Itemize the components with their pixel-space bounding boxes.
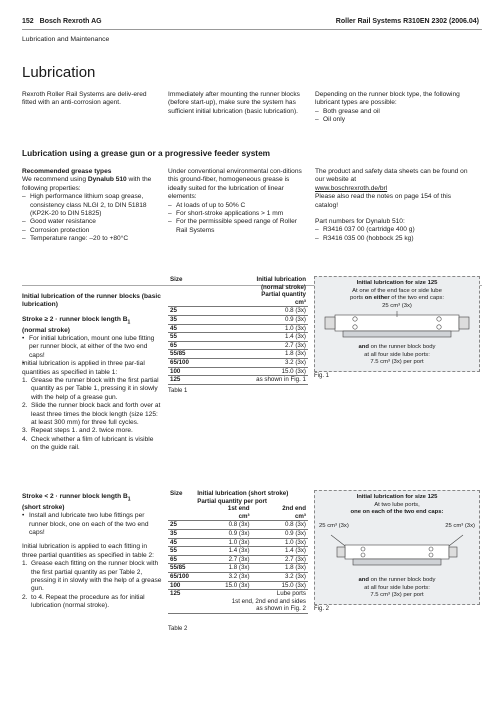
list-item: – At loads of up to 50% C xyxy=(168,202,308,210)
table-header: 1st end xyxy=(227,505,250,513)
intro-col1: Rexroth Roller Rail Systems are deliv-ered fitted with an anti-corrosion agent. xyxy=(22,91,147,107)
table-cell: 55 xyxy=(168,333,210,342)
table2-caption: Table 2 xyxy=(168,625,188,632)
table-cell: 1.0 (3x) xyxy=(252,538,308,547)
table-row xyxy=(168,367,308,376)
table-cell: 125 xyxy=(168,376,210,385)
notes-text: Please also read the notes on page 154 of this catalog! xyxy=(315,193,452,209)
stroke-condition: Stroke ≥ 2 · runner block length B xyxy=(22,315,128,323)
step-text: to 4. Repeat the procedure as for initial lubrication (normal stroke). xyxy=(31,593,145,610)
table-header: cm³ xyxy=(238,512,250,520)
company-name: Bosch Rexroth AG xyxy=(39,18,102,25)
table-cell: 15.0 (3x) xyxy=(252,581,308,590)
grease-intro-b: with the following properties: xyxy=(22,176,152,192)
fig1-line: At one of the end face or side lube xyxy=(352,287,442,294)
fig1-b1b: on the runner block body xyxy=(369,344,436,350)
grease-col2 xyxy=(168,168,308,235)
fig2-qty-left: 25 cm³ (3x) xyxy=(319,523,349,529)
table-cell: 125 xyxy=(168,590,195,598)
fig2-title: Initial lubrication for size 125 xyxy=(356,494,438,500)
table2-wrap xyxy=(168,490,308,632)
datasheet-text: The product and safety data sheets can be found on our website at xyxy=(315,168,468,184)
table-cell: 65 xyxy=(168,341,210,350)
list-item: – Oil only xyxy=(315,116,480,124)
list-item: – High performance lithium soap grease, consistency class NLGI 2, to DIN 51818 (KP2K-20 to DIN 51825) xyxy=(22,193,162,218)
table-cell: 1st end, 2nd end and sides xyxy=(231,597,306,605)
table-header: Initial lubrication xyxy=(256,276,306,283)
table-row xyxy=(168,358,308,367)
table-header: 2nd end xyxy=(282,505,306,513)
section-label: Lubrication and Maintenance xyxy=(22,36,110,43)
normal-stroke-para: Initial lubrication is applied in three par-tial quantities as specified in table 1: xyxy=(22,360,145,376)
table-cell: 55/85 xyxy=(168,350,210,359)
grease-intro-a: We recommend using xyxy=(22,176,88,184)
table-row xyxy=(168,598,308,606)
list-item: – Good water resistance xyxy=(22,218,162,226)
step-item: 2. Slide the runner block back and forth over at least three times the block length (size 125: at least 300 mm) for three full cycles. xyxy=(22,402,161,426)
section-heading: Lubrication using a grease gun or a progressive feeder system xyxy=(22,148,271,158)
table-row xyxy=(168,555,308,564)
grease-heading: Recommended grease types xyxy=(22,168,112,175)
list-item: – For short-stroke applications > 1 mm xyxy=(168,210,308,218)
table-header: Size xyxy=(170,276,183,283)
page-header xyxy=(22,18,102,25)
table-cell: as shown in Fig. 2 xyxy=(195,605,308,613)
table-cell: 3.2 (3x) xyxy=(210,358,308,367)
fig1-t3c: of the two end caps: xyxy=(389,295,444,302)
table-cell: 2.7 (3x) xyxy=(195,555,251,564)
table-row xyxy=(168,521,308,530)
fig1-t3a: ports xyxy=(350,295,365,302)
normal-stroke-col xyxy=(22,293,162,453)
table-row xyxy=(168,376,308,385)
table-cell: as shown in Fig. 1 xyxy=(210,376,308,385)
table-cell: 0.9 (3x) xyxy=(195,529,251,538)
intro-col3-text: Depending on the runner block type, the following lubricant types are possible: xyxy=(315,91,460,107)
step-item: 3. Repeat steps 1. and 2. twice more. xyxy=(22,427,133,435)
list-item: – For the permissible speed range of Roller Rail Systems xyxy=(168,218,308,235)
table-header: cm³ xyxy=(294,298,306,306)
table-row xyxy=(168,538,308,547)
list-item: – Temperature range: –20 to +80°C xyxy=(22,235,162,243)
table-cell: 25 xyxy=(168,521,195,530)
list-item: – Both grease and oil xyxy=(315,108,480,116)
table-cell: 45 xyxy=(168,538,195,547)
fig1-quantity: 25 cm³ (3x) xyxy=(382,302,412,309)
runner-block-drawing xyxy=(315,531,479,571)
table-row xyxy=(168,529,308,538)
table-cell: 0.9 (3x) xyxy=(252,529,308,538)
fig1-t3b: on either xyxy=(364,295,390,302)
table-cell: 55 xyxy=(168,547,195,556)
grease-col3 xyxy=(315,168,475,243)
table-cell: 100 xyxy=(168,367,210,376)
table-cell: 2.7 (3x) xyxy=(252,555,308,564)
grease-mid-intro: Under conventional environmental con-ditions this ground-fiber, homogeneous grease is ideally suited for the lubrication of linear elements: xyxy=(168,168,302,201)
fig1-line: at all four side lube ports: xyxy=(364,351,430,358)
short-stroke-label: (short stroke) xyxy=(22,503,65,511)
table-header: Partial quantity xyxy=(261,291,306,299)
grease-brand: Dynalub 510 xyxy=(87,176,127,184)
step-text: Grease each fitting on the runner block with the first partial quantity as per Table 2, pressing it in slowly with the help of a grease gun. xyxy=(31,560,162,593)
table-cell: 100 xyxy=(168,581,195,590)
table-cell: 1.4 (3x) xyxy=(252,547,308,556)
table-cell: 1.8 (3x) xyxy=(195,564,251,573)
grease-col1 xyxy=(22,168,162,244)
fig2-line: 7.5 cm³ (3x) per port xyxy=(370,592,424,599)
step-item: 1. Grease each fitting on the runner block with the first partial quantity as per Table 2, pressing it in slowly with the help of a grease gun. xyxy=(22,560,162,593)
subscript: 1 xyxy=(127,496,131,503)
website-link[interactable]: www.boschrexroth.de/brl xyxy=(315,184,388,192)
table-row xyxy=(168,324,308,333)
table-cell: 45 xyxy=(168,324,210,333)
step-item: 4. Check whether a film of lubricant is visible on the guide rail. xyxy=(22,435,154,452)
step-text: Slide the runner block back and forth over at least three times the block length (size 125: at least 300 mm) for three full cycles. xyxy=(31,402,161,426)
grease-intro xyxy=(22,176,162,193)
intro-col2: Immediately after mounting the runner blocks (before start-up), make sure the system has sufficient initial lubrication (basic lubrication). xyxy=(168,91,300,115)
table-header: cm³ xyxy=(294,512,306,520)
table-cell: 0.8 (3x) xyxy=(252,521,308,530)
table-cell: 1.8 (3x) xyxy=(210,350,308,359)
table-cell: 1.4 (3x) xyxy=(210,333,308,342)
table-cell: 15.0 (3x) xyxy=(195,581,251,590)
table-row xyxy=(168,605,308,613)
table-cell: 2.7 (3x) xyxy=(210,341,308,350)
table-cell: 65/100 xyxy=(168,358,210,367)
fig2-and: and xyxy=(358,577,369,583)
page-number: 152 xyxy=(22,18,34,25)
table-cell: 65 xyxy=(168,555,195,564)
short-stroke-col xyxy=(22,493,162,611)
table-cell: 15.0 (3x) xyxy=(210,367,308,376)
step-text: Grease the runner block with the first partial quantity as per Table 1, pressing it in slowly with the help of a grease gun. xyxy=(31,376,159,401)
fig2-qty-right: 25 cm³ (3x) xyxy=(445,523,475,529)
list-item: – R3416 035 00 (hobbock 25 kg) xyxy=(315,235,475,243)
step-item: 1. Grease the runner block with the first partial quantity as per Table 1, pressing it in slowly with the help of a grease gun. xyxy=(22,376,159,401)
table2 xyxy=(168,490,308,614)
fig2-line: At two lube ports, xyxy=(374,501,420,508)
runner-block-drawing xyxy=(315,311,479,341)
table-row xyxy=(168,564,308,573)
stroke-condition: Stroke < 2 · runner block length B xyxy=(22,493,128,500)
table-row xyxy=(168,547,308,556)
step-text: Repeat steps 1. and 2. twice more. xyxy=(31,427,133,435)
table-cell: 1.0 (3x) xyxy=(195,538,251,547)
figure-2 xyxy=(314,490,480,605)
table-row xyxy=(168,581,308,590)
header-rule xyxy=(22,29,482,30)
fig1-and: and xyxy=(358,344,369,350)
table-cell: 25 xyxy=(168,307,210,316)
table-cell: 55/85 xyxy=(168,564,195,573)
step-text: Check whether a film of lubricant is visible on the guide rail. xyxy=(31,435,154,452)
table-cell: 1.8 (3x) xyxy=(252,564,308,573)
table-cell: 3.2 (3x) xyxy=(252,572,308,581)
table-cell: 35 xyxy=(168,315,210,324)
table-row xyxy=(168,350,308,359)
list-item: • Install and lubricate two lube fittings per runner block, one on each of the two end caps! xyxy=(22,512,162,537)
fig2-line: one on each of the two end caps: xyxy=(350,509,444,516)
list-item: – R3416 037 00 (cartridge 400 g) xyxy=(315,226,475,234)
table-cell: 0.8 (3x) xyxy=(195,521,251,530)
list-item: • For initial lubrication, mount one lube fitting per runner block, at either of the two end caps! xyxy=(22,335,162,360)
table-cell: 0.8 (3x) xyxy=(210,307,308,316)
step-item: 2. to 4. Repeat the procedure as for initial lubrication (normal stroke). xyxy=(22,593,145,610)
table-row xyxy=(168,307,308,316)
table-row xyxy=(168,341,308,350)
table-cell: 1.0 (3x) xyxy=(210,324,308,333)
normal-stroke-heading xyxy=(22,316,162,327)
parts-heading: Part numbers for Dynalub 510: xyxy=(315,218,405,226)
table-row xyxy=(168,333,308,342)
table-header: Size xyxy=(170,490,183,497)
intro-col3 xyxy=(315,91,480,125)
fig1-line xyxy=(315,295,479,303)
page-title: Lubrication xyxy=(22,64,96,81)
fig2-b1b: on the runner block body xyxy=(369,577,436,583)
fig2-line: at all four side lube ports: xyxy=(364,584,430,591)
table-row xyxy=(168,590,308,598)
table-cell: 3.2 (3x) xyxy=(195,572,251,581)
short-stroke-heading xyxy=(22,493,162,504)
table1-caption: Table 1 xyxy=(168,387,188,394)
table-cell: 1.4 (3x) xyxy=(195,547,251,556)
fig2-caption: Fig. 2 xyxy=(314,606,330,612)
table1-wrap xyxy=(168,276,308,394)
list-item: – Corrosion protection xyxy=(22,227,162,235)
fig2-line xyxy=(315,577,479,585)
table-header: Partial quantity per port xyxy=(197,497,267,505)
fig1-line: 7.5 cm³ (3x) per port xyxy=(370,359,424,366)
short-stroke-para: Initial lubrication is applied to each fitting in three partial quantities as specified in table 2: xyxy=(22,543,154,559)
table-cell: 65/100 xyxy=(168,572,195,581)
table-cell: Lube ports xyxy=(195,590,308,598)
fig1-line xyxy=(315,344,479,352)
table-cell: 35 xyxy=(168,529,195,538)
figure-1 xyxy=(314,276,480,372)
fig1-title: Initial lubrication for size 125 xyxy=(356,280,438,286)
normal-stroke-label: (normal stroke) xyxy=(22,326,70,334)
doc-title: Roller Rail Systems R310EN 2302 (2006.04) xyxy=(335,18,479,25)
table-header: Initial lubrication (short stroke) xyxy=(197,490,289,497)
table-row xyxy=(168,315,308,324)
initial-lub-heading: Initial lubrication of the runner blocks (basic lubrication) xyxy=(22,293,161,309)
table-header: (normal stroke) xyxy=(260,283,306,291)
table1 xyxy=(168,276,308,385)
table-row xyxy=(168,572,308,581)
subscript: 1 xyxy=(127,319,131,326)
fig1-caption: Fig. 1 xyxy=(314,373,330,379)
table-cell: 0.9 (3x) xyxy=(210,315,308,324)
